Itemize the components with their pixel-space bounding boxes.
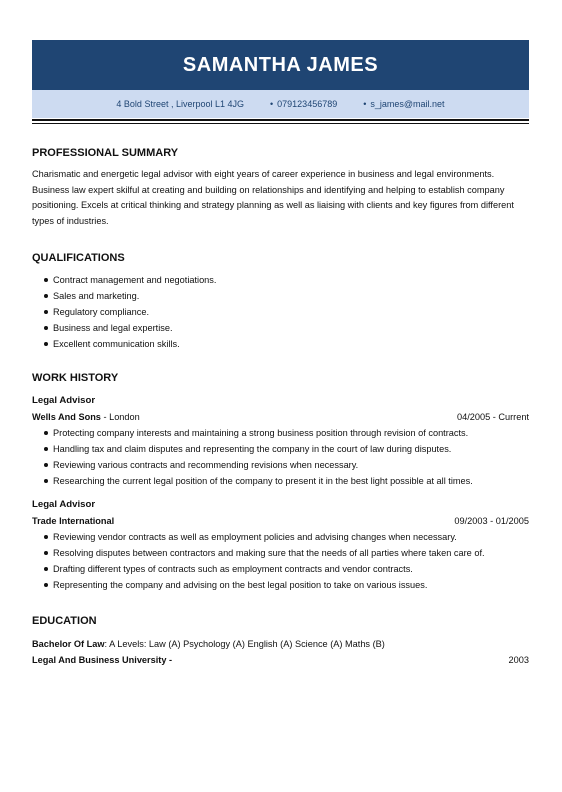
phone-item — [270, 99, 337, 109]
work-title: WORK HISTORY — [32, 372, 119, 384]
list-item: Handling tax and claim disputes and representing the company in the court of law during disputes. — [32, 441, 529, 457]
list-item: Contract management and negotiations. — [32, 272, 529, 288]
degree-line — [32, 636, 529, 652]
summary-section — [32, 147, 529, 229]
job-title: Legal Advisor — [32, 395, 96, 406]
divider — [32, 119, 529, 121]
summary-title: PROFESSIONAL SUMMARY — [32, 147, 179, 159]
list-item: Business and legal expertise. — [32, 320, 529, 336]
list-item: Reviewing various contracts and recommending revisions when necessary. — [32, 457, 529, 473]
job-duties — [32, 529, 529, 593]
list-item: Resolving disputes between contractors and making sure that the needs of all parties where taken care of. — [32, 545, 529, 561]
list-item: Regulatory compliance. — [32, 304, 529, 320]
list-item: Representing the company and advising on the best legal position to take on various issues. — [32, 577, 529, 593]
resume-page — [32, 40, 529, 124]
divider — [32, 123, 529, 124]
job-location: - London — [100, 412, 140, 422]
email-item — [363, 99, 444, 109]
degree: Bachelor Of Law — [32, 639, 105, 649]
bullet-icon: • — [363, 99, 367, 109]
address: 4 Bold Street , Liverpool L1 4JG — [116, 99, 244, 109]
list-item: Sales and marketing. — [32, 288, 529, 304]
candidate-name: SAMANTHA JAMES — [182, 53, 379, 76]
bullet-icon: • — [270, 99, 274, 109]
company-name: Wells And Sons — [32, 412, 101, 422]
qualifications-title: QUALIFICATIONS — [32, 252, 125, 264]
job-duties — [32, 425, 529, 489]
job-entry — [32, 497, 529, 593]
summary-text: Charismatic and energetic legal advisor with eight years of career experience in business and legal environments. Business law expert skilful at creating and building on relationships and identifying and helping to establish company positioning. Excels at critical thinking and strategy planning as well as liaising with clients and key figures from different types of industries. — [32, 169, 514, 226]
job-meta — [32, 409, 529, 425]
list-item: Excellent communication skills. — [32, 336, 529, 352]
job-title: Legal Advisor — [32, 499, 96, 510]
school-line — [32, 652, 529, 668]
header-banner — [32, 40, 529, 90]
qualifications-section — [32, 252, 529, 352]
list-item: Protecting company interests and maintaining a strong business position through revision of contracts. — [32, 425, 529, 441]
email: s_james@mail.net — [370, 99, 445, 109]
list-item: Researching the current legal position of the company to present it in the best light possible at all times. — [32, 473, 529, 489]
company-name: Trade International — [32, 516, 115, 526]
list-item: Drafting different types of contracts such as employment contracts and vendor contracts. — [32, 561, 529, 577]
job-dates: 04/2005 - Current — [456, 412, 529, 422]
graduation-year: 2003 — [508, 655, 529, 665]
job-entry — [32, 393, 529, 489]
qualifications-list — [32, 272, 529, 352]
contact-bar — [32, 90, 529, 118]
education-title: EDUCATION — [32, 615, 97, 627]
work-section — [32, 372, 529, 593]
list-item: Reviewing vendor contracts as well as employment policies and advising changes when necessary. — [32, 529, 529, 545]
phone: 079123456789 — [277, 99, 338, 109]
job-meta — [32, 513, 529, 529]
education-section — [32, 615, 529, 668]
school-name: Legal And Business University - — [32, 655, 173, 665]
degree-details: : A Levels: Law (A) Psychology (A) English (A) Science (A) Maths (B) — [104, 639, 385, 649]
job-dates: 09/2003 - 01/2005 — [454, 516, 529, 526]
